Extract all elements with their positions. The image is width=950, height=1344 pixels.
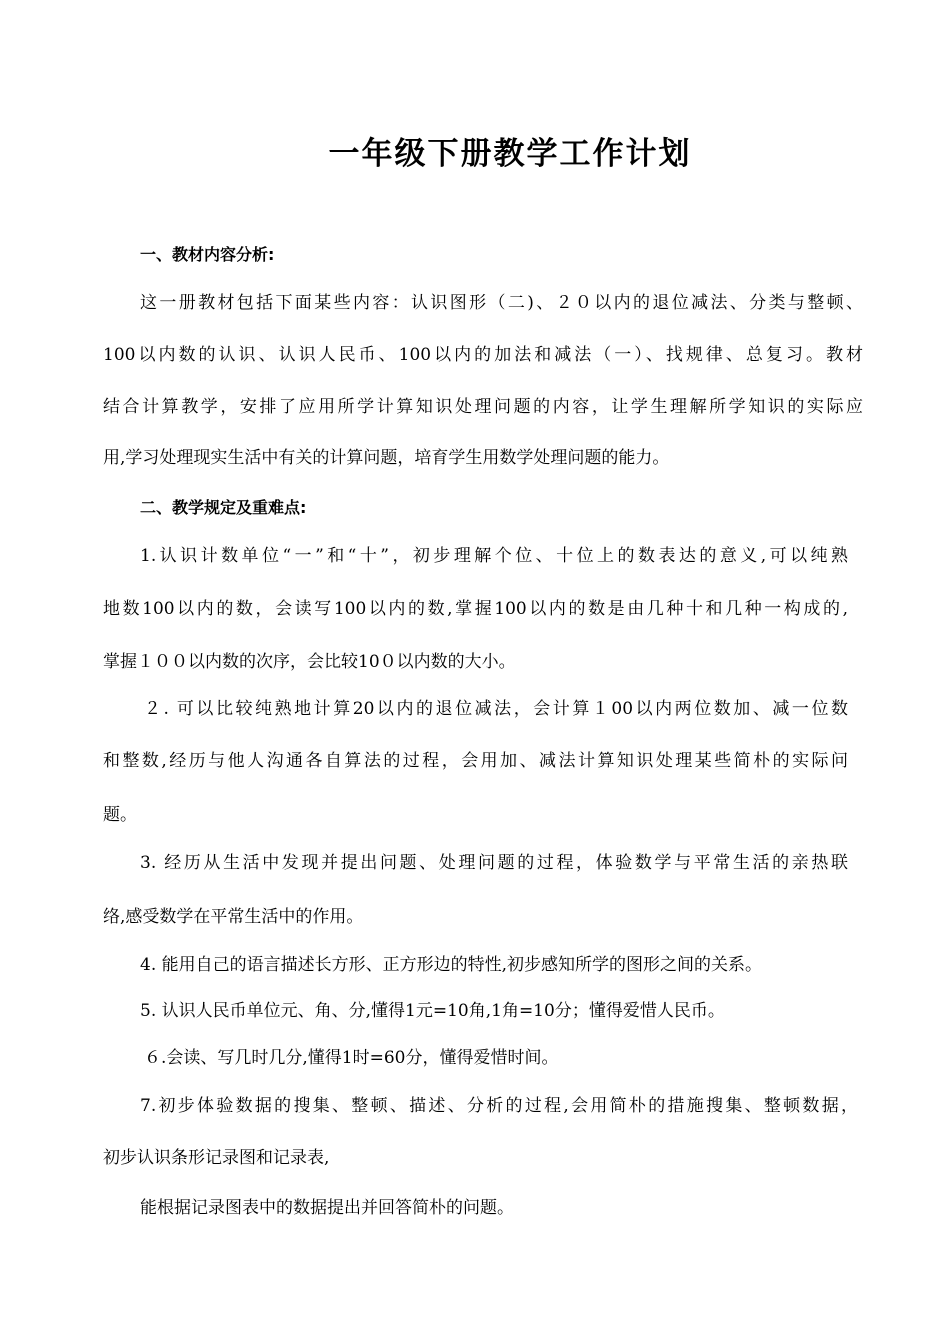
paragraph-line: 络,感受数学在平常生活中的作用。 — [103, 907, 364, 927]
page-title: 一年级下册教学工作计划 — [328, 136, 692, 172]
paragraph-line: 5. 认识人民币单位元、角、分,懂得1元=10角,1角=10分；懂得爱惜人民币。 — [140, 1001, 725, 1021]
paragraph-line: 1.认识计数单位“一”和“十”，初步理解个位、十位上的数表达的意义,可以纯熟 — [140, 546, 848, 566]
paragraph-line: 能根据记录图表中的数据提出并回答简朴的问题。 — [140, 1198, 514, 1218]
paragraph-line: 题。 — [103, 805, 137, 825]
paragraph-line: ２. 可以比较纯熟地计算20以内的退位减法，会计算１00以内两位数加、减一位数 — [144, 699, 848, 719]
paragraph-line: 100以内数的认识、认识人民币、100以内的加法和减法（一）、找规律、总复习。教材 — [103, 345, 863, 365]
paragraph-line: 4. 能用自己的语言描述长方形、正方形边的特性,初步感知所学的图形之间的关系。 — [140, 955, 763, 975]
paragraph-line: 初步认识条形记录图和记录表, — [103, 1148, 330, 1168]
section-heading-materials: 一、教材内容分析: — [140, 245, 275, 264]
paragraph-line: 3. 经历从生活中发现并提出问题、处理问题的过程，体验数学与平常生活的亲热联 — [140, 853, 848, 873]
paragraph-line: 和整数,经历与他人沟通各自算法的过程，会用加、减法计算知识处理某些简朴的实际问 — [103, 751, 848, 771]
paragraph-line: 用,学习处理现实生活中有关的计算问题，培育学生用数学处理问题的能力。 — [103, 448, 670, 468]
paragraph-line: 结合计算教学，安排了应用所学计算知识处理问题的内容，让学生理解所学知识的实际应 — [103, 397, 863, 417]
paragraph-line: ６.会读、写几时几分,懂得1时=60分，懂得爱惜时间。 — [144, 1048, 559, 1068]
section-heading-requirements: 二、教学规定及重难点: — [140, 498, 307, 517]
paragraph-line: 地数100以内的数，会读写100以内的数,掌握100以内的数是由几种十和几种一构成的, — [103, 599, 848, 619]
paragraph-line: 这一册教材包括下面某些内容：认识图形（二)、２０以内的退位减法、分类与整顿、 — [140, 293, 863, 313]
paragraph-line: 掌握１００以内数的次序，会比较10０以内数的大小。 — [103, 652, 516, 672]
paragraph-line: 7.初步体验数据的搜集、整顿、描述、分析的过程,会用简朴的措施搜集、整顿数据， — [140, 1096, 858, 1116]
